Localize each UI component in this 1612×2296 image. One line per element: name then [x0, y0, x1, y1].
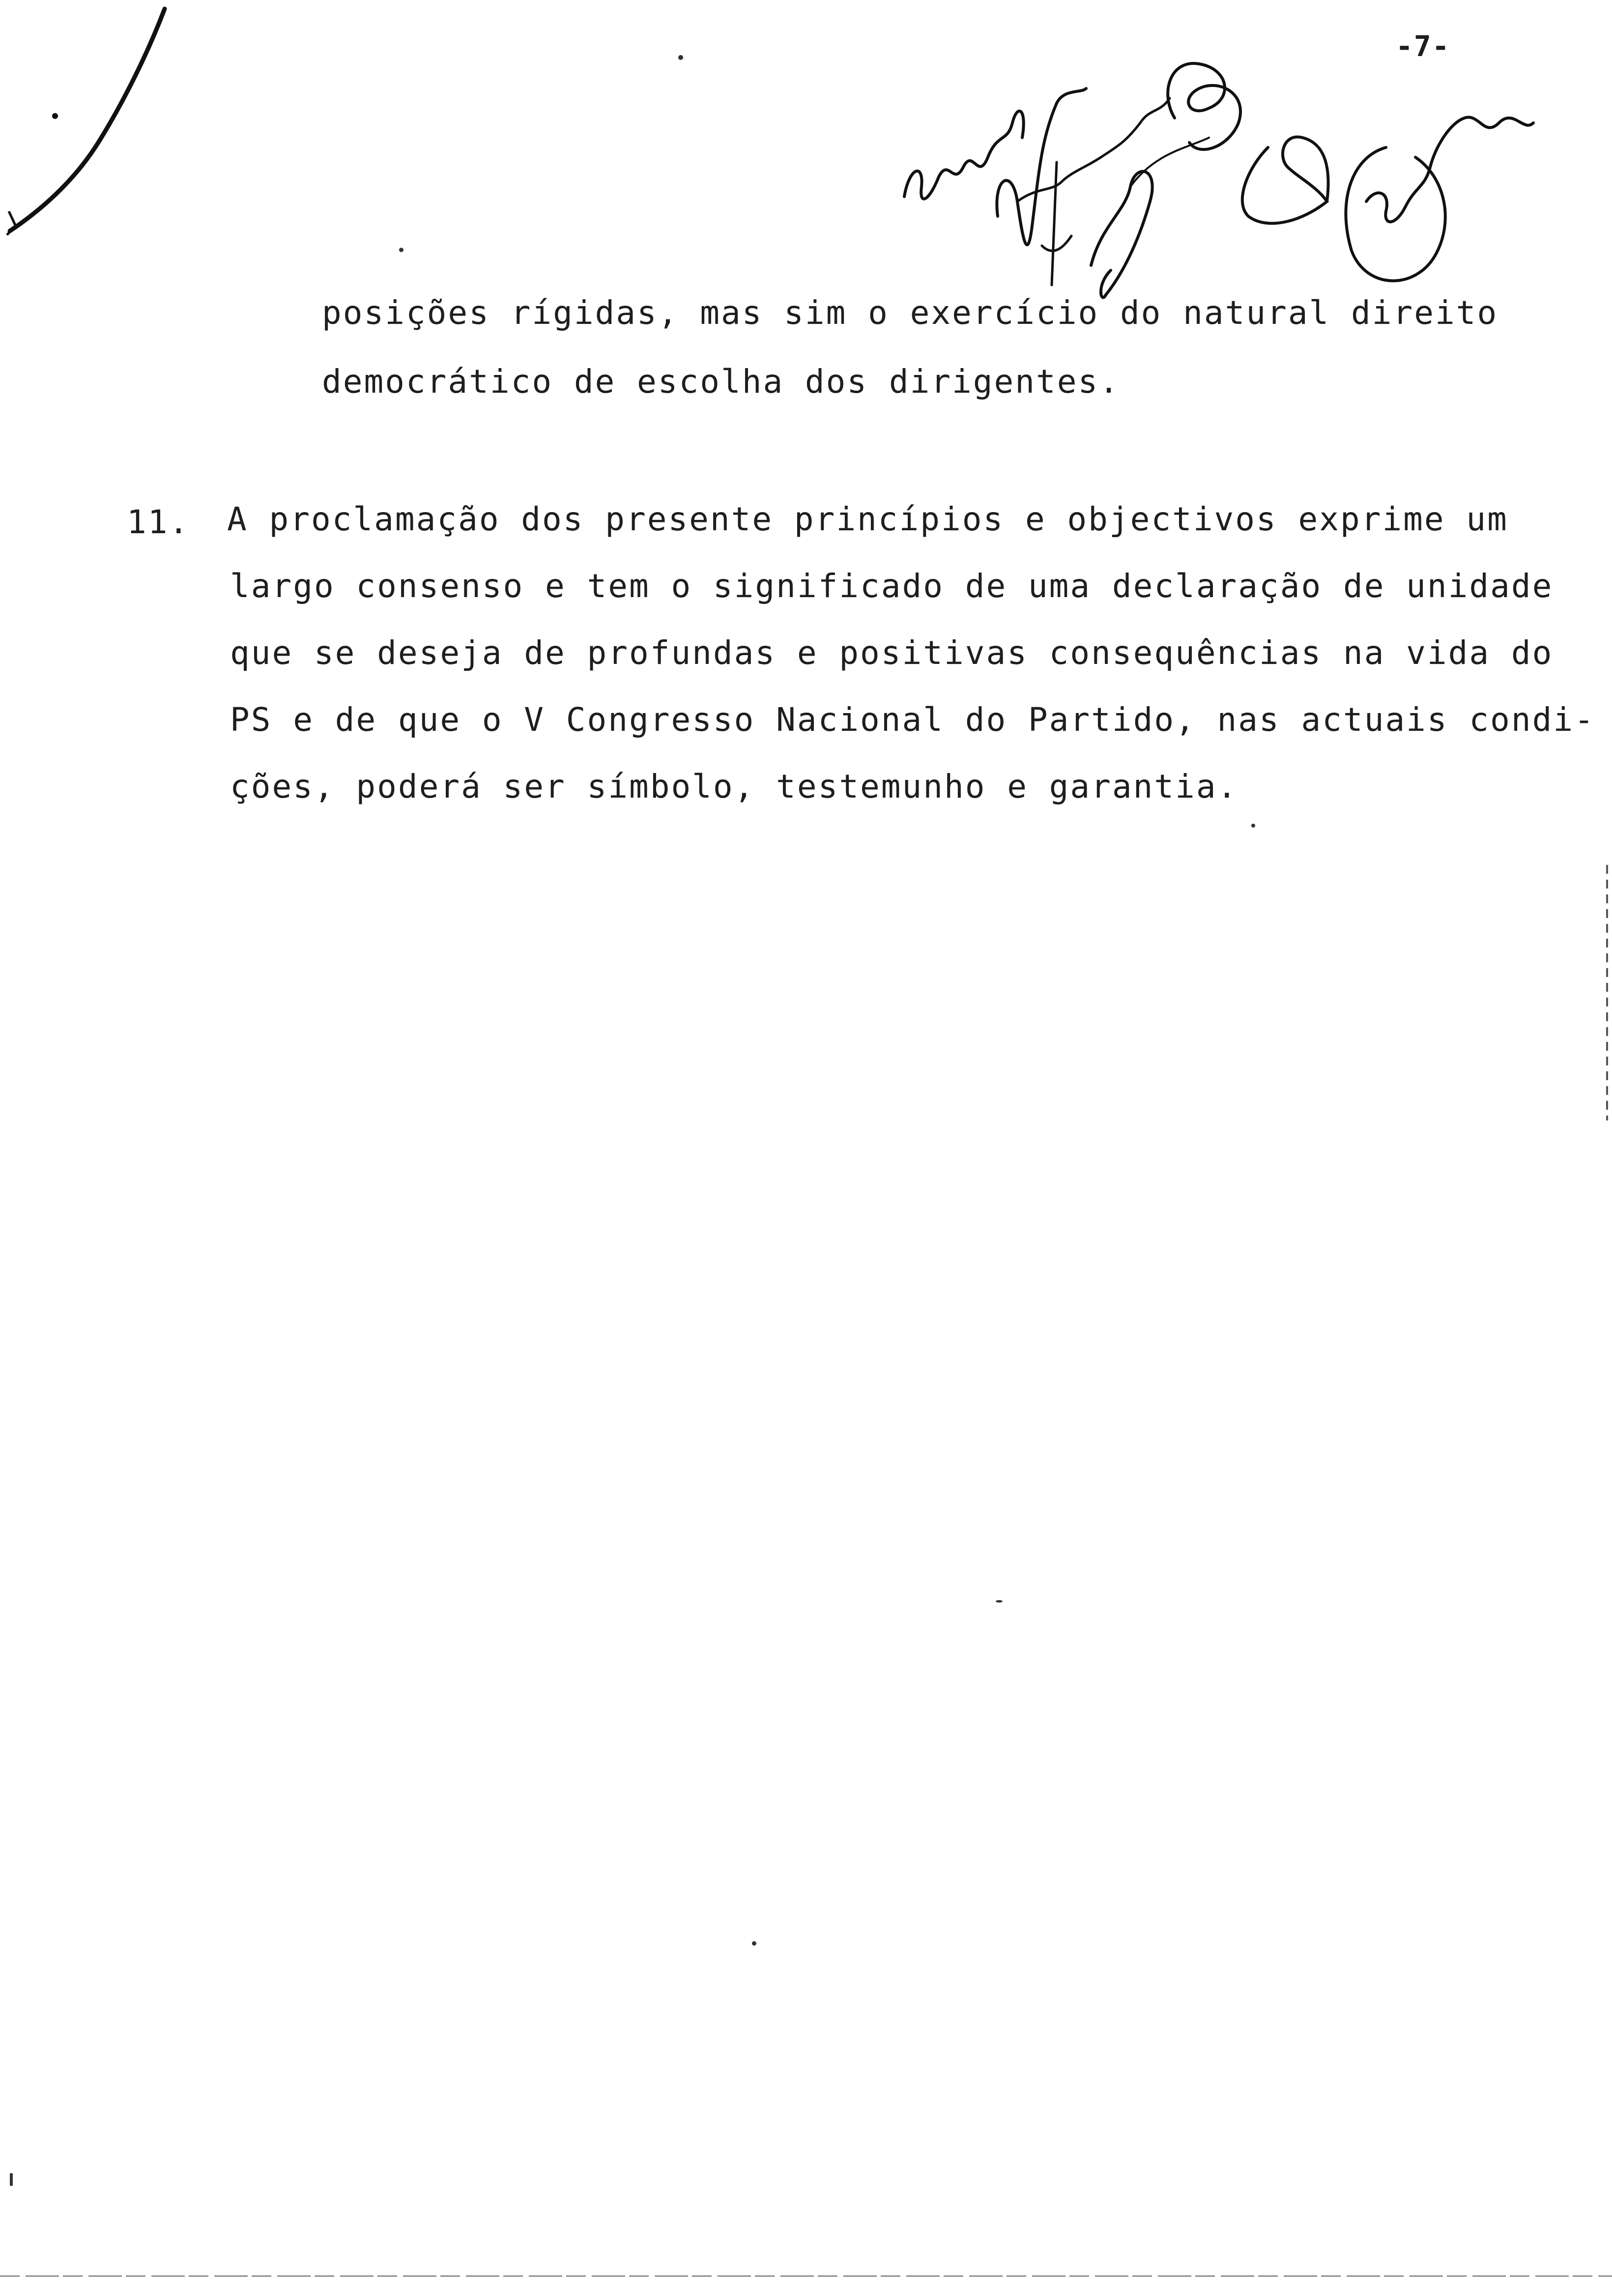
page-number: -7- [1396, 29, 1450, 63]
margin-pen-stroke [0, 0, 177, 256]
scan-bottom-edge [0, 2275, 1612, 2277]
paragraph-11-line-1: A proclamação dos presente princípios e objectivos exprime um [227, 500, 1508, 538]
paragraph-11-line-3: que se deseja de profundas e positivas consequências na vida do [230, 634, 1554, 672]
scan-speck [1251, 824, 1255, 828]
scan-speck [678, 55, 683, 60]
paragraph-number: 11. [127, 503, 190, 541]
paragraph-11-line-5: ções, poderá ser símbolo, testemunho e garantia. [230, 768, 1238, 805]
scan-speck [10, 2173, 13, 2186]
scan-speck [399, 248, 403, 252]
continuation-line-2: democrático de escolha dos dirigentes. [322, 363, 1120, 401]
paragraph-11-line-4: PS e de que o V Congresso Nacional do Partido, nas actuais condi- [230, 701, 1595, 739]
scan-speck [752, 1941, 756, 1946]
paragraph-11-line-2: largo consenso e tem o significado de uma declaração de unidade [230, 567, 1554, 605]
scan-edge-mark [1606, 865, 1608, 1120]
continuation-line-1: posições rígidas, mas sim o exercício do natural direito [322, 294, 1498, 332]
handwritten-signatures [894, 39, 1553, 315]
scan-speck [996, 1600, 1003, 1603]
